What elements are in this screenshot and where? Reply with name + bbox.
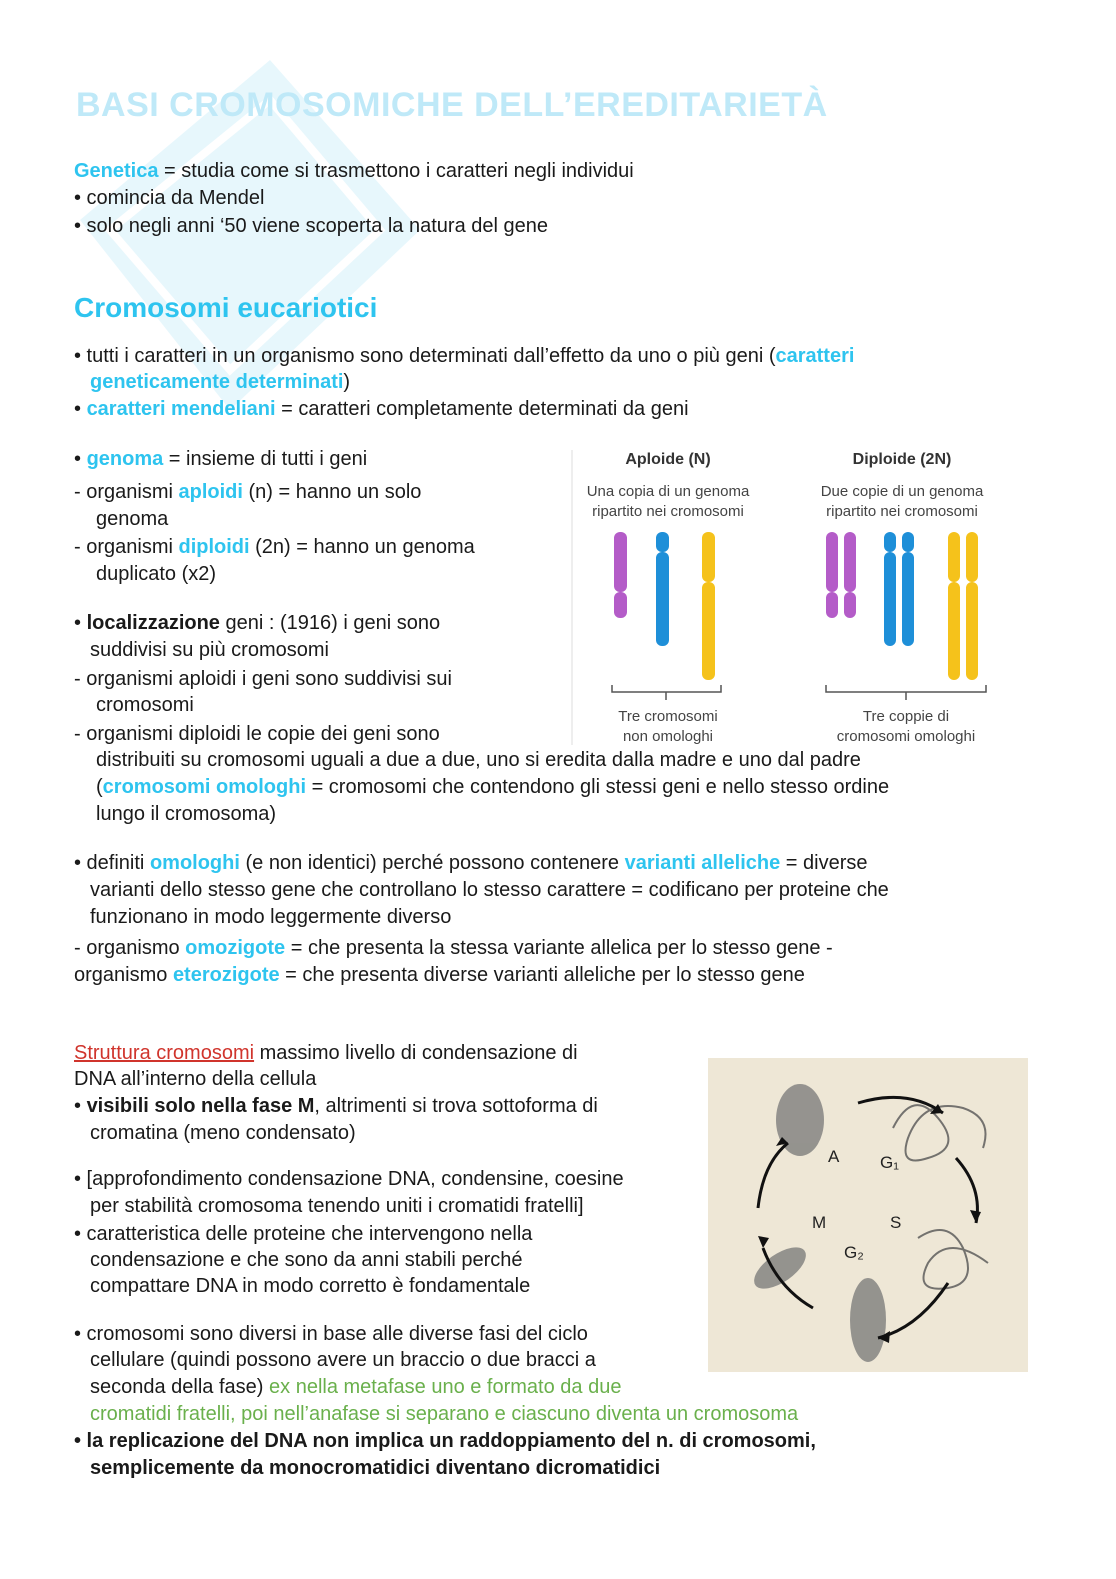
text-line: DNA all’interno della cellula xyxy=(74,1068,317,1090)
text-line: • la replicazione del DNA non implica un raddoppiamento del n. di cromosomi, xyxy=(74,1430,816,1452)
text-line: • [approfondimento condensazione DNA, condensine, coesine xyxy=(74,1168,624,1190)
text-line: varianti dello stesso gene che controllano lo stesso carattere = codificano per proteine che xyxy=(90,879,889,901)
haploid-caption: Tre cromosomi xyxy=(618,708,718,725)
diploid-sub: Due copie di un genoma xyxy=(820,483,984,500)
chromosome-yellow xyxy=(966,582,978,680)
text-line: • visibili solo nella fase M, altrimenti si trova sottoforma di xyxy=(74,1095,598,1117)
text-line: • cromosomi sono diversi in base alle diverse fasi del ciclo xyxy=(74,1323,588,1345)
chromosome-blob xyxy=(850,1278,886,1362)
text-line: organismo eterozigote = che presenta diverse varianti alleliche per lo stesso gene xyxy=(74,964,805,986)
chromosome-purple xyxy=(826,592,838,618)
text-line: seconda della fase) ex nella metafase uno e formato da due xyxy=(90,1376,622,1398)
chromosome-figure xyxy=(568,440,998,750)
chromosome-purple xyxy=(844,532,856,592)
chromosome-blue xyxy=(884,552,896,646)
section-heading-structure: Struttura cromosomi xyxy=(74,1042,255,1064)
text-line: - organismi diploidi le copie dei geni sono xyxy=(74,723,440,745)
text-line: • caratteristica delle proteine che intervengono nella xyxy=(74,1223,533,1245)
chromosome-yellow xyxy=(966,532,978,582)
text-line: duplicato (x2) xyxy=(96,563,217,585)
chromosome-yellow xyxy=(948,582,960,680)
text-line: lungo il cromosoma) xyxy=(96,803,277,825)
chromosome-purple xyxy=(614,532,627,592)
phase-label-g1: G₁ xyxy=(880,1153,899,1172)
phase-label-m: M xyxy=(812,1213,827,1232)
page-title: BASI CROMOSOMICHE DELL’EREDITARIETÀ xyxy=(76,86,828,124)
diploid-caption: Tre coppie di xyxy=(862,708,950,725)
section-heading-eukaryotic: Cromosomi eucariotici xyxy=(74,292,378,323)
chromosome-blue xyxy=(902,532,914,552)
chromosome-blue xyxy=(656,552,669,646)
text-line: per stabilità cromosoma tenendo uniti i cromatidi fratelli] xyxy=(90,1195,584,1217)
text-line: distribuiti su cromosomi uguali a due a due, uno si eredita dalla madre e uno dal padre xyxy=(96,749,861,771)
text-line: cromatina (meno condensato) xyxy=(90,1122,356,1144)
chromosome-yellow xyxy=(948,532,960,582)
text-line: • localizzazione geni : (1916) i geni sono xyxy=(74,612,441,634)
text-line: - organismo omozigote = che presenta la stessa variante allelica per lo stesso gene - xyxy=(74,937,833,959)
intro-bullet: • comincia da Mendel xyxy=(74,187,265,209)
chromosome-yellow xyxy=(702,532,715,582)
text-line: geneticamente determinati) xyxy=(90,371,351,393)
cell-cycle-diagram xyxy=(708,1058,1028,1372)
haploid-sub: ripartito nei cromosomi xyxy=(592,503,744,520)
haploid-title: Aploide (N) xyxy=(625,451,711,468)
text-line: • genoma = insieme di tutti i geni xyxy=(74,448,368,470)
diploid-sub: ripartito nei cromosomi xyxy=(826,503,978,520)
haploid-caption: non omologhi xyxy=(622,728,714,745)
text-line: condensazione e che sono da anni stabili perché xyxy=(90,1249,523,1271)
text-line: compattare DNA in modo corretto è fondamentale xyxy=(90,1275,531,1297)
phase-label-a: A xyxy=(828,1147,840,1166)
chromosome-purple xyxy=(826,532,838,592)
text-line: - organismi aploidi i geni sono suddivisi sui xyxy=(74,668,452,690)
text-line: • caratteri mendeliani = caratteri completamente determinati da geni xyxy=(74,398,689,420)
haploid-sub: Una copia di un genoma xyxy=(586,483,750,500)
text-line: funzionano in modo leggermente diverso xyxy=(90,906,452,928)
text-line: • tutti i caratteri in un organismo sono determinati dall’effetto da uno o più geni (caratteri xyxy=(74,345,855,367)
text-line: semplicemente da monocromatidici diventano dicromatidici xyxy=(90,1457,661,1479)
haploid-bracket xyxy=(612,685,721,700)
chromosome-blue xyxy=(884,532,896,552)
text-line: suddivisi su più cromosomi xyxy=(90,639,329,661)
diploid-caption: cromosomi omologhi xyxy=(836,728,976,745)
chromosome-blue xyxy=(656,532,669,552)
chromosome-blue xyxy=(902,552,914,646)
diploid-title: Diploide (2N) xyxy=(852,451,952,468)
cell-cycle-figure xyxy=(708,1058,1028,1372)
diploid-bracket xyxy=(826,685,986,700)
chromosome-yellow xyxy=(702,582,715,680)
text-line: cromatidi fratelli, poi nell’anafase si separano e ciascuno diventa un cromosoma xyxy=(90,1403,799,1425)
text-line: • definiti omologhi (e non identici) perché possono contenere varianti alleliche = diverse xyxy=(74,852,868,874)
intro-bullet: • solo negli anni ‘50 viene scoperta la natura del gene xyxy=(74,215,548,237)
diploid-chromosomes xyxy=(826,532,978,680)
phase-label-s: S xyxy=(890,1213,902,1232)
text-line: cellulare (quindi possono avere un braccio o due bracci a xyxy=(90,1349,596,1371)
haploid-chromosomes xyxy=(614,532,715,680)
phase-label-g2: G₂ xyxy=(844,1243,864,1262)
intro-definition: Genetica = studia come si trasmettono i caratteri negli individui xyxy=(74,160,634,182)
text-line: - organismi diploidi (2n) = hanno un genoma xyxy=(74,536,475,558)
chromosome-purple xyxy=(614,592,627,618)
text-line: cromosomi xyxy=(96,694,194,716)
chromosome-purple xyxy=(844,592,856,618)
text-line: Struttura cromosomi massimo livello di condensazione di xyxy=(74,1042,578,1064)
text-line: - organismi aploidi (n) = hanno un solo xyxy=(74,481,422,503)
text-line: genoma xyxy=(96,508,169,530)
text-line: (cromosomi omologhi = cromosomi che contendono gli stessi geni e nello stesso ordine xyxy=(96,776,890,798)
